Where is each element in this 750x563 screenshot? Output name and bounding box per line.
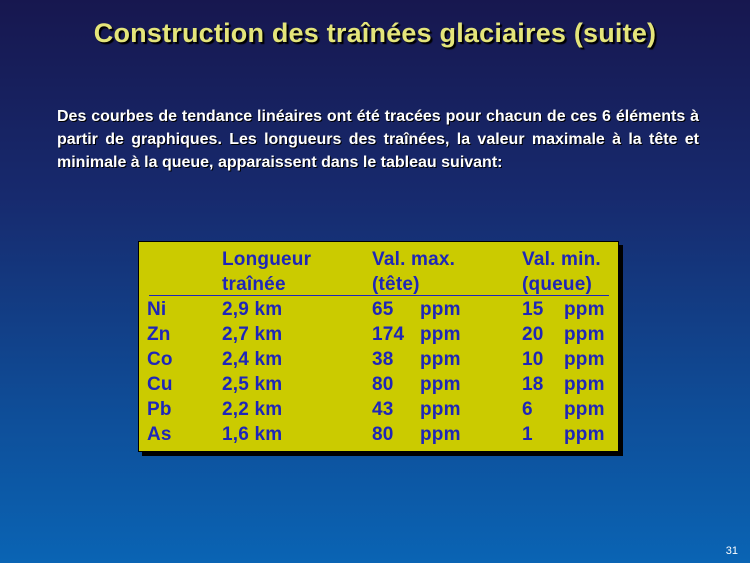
row-max-unit: ppm [420,349,461,370]
row-element: Zn [147,324,171,345]
header-max-sub: (tête) [372,274,420,295]
row-length: 2,9 km [222,299,283,320]
row-max-unit: ppm [420,374,461,395]
row-min-value: 20 [522,324,544,345]
row-min-unit: ppm [564,349,605,370]
row-max-value: 43 [372,399,394,420]
row-min-value: 18 [522,374,544,395]
row-min-unit: ppm [564,299,605,320]
row-length: 2,7 km [222,324,283,345]
row-max-unit: ppm [420,399,461,420]
row-element: Co [147,349,173,370]
row-max-unit: ppm [420,424,461,445]
header-min: Val. min. [522,249,601,270]
row-min-unit: ppm [564,324,605,345]
row-element: Ni [147,299,167,320]
row-min-value: 6 [522,399,533,420]
row-element: As [147,424,172,445]
row-min-unit: ppm [564,424,605,445]
row-min-value: 15 [522,299,544,320]
header-max: Val. max. [372,249,456,270]
row-max-value: 80 [372,374,394,395]
row-max-unit: ppm [420,324,461,345]
slide-body-text: Des courbes de tendance linéaires ont été tracées pour chacun de ces 6 éléments à partir de graphiques. Les longueurs des traînées, la valeur maximale à la tête et minimale à la queue, apparaissent dans le tableau suivant: [57,108,699,171]
header-length-sub: traînée [222,274,286,295]
row-length: 2,5 km [222,374,283,395]
row-min-value: 10 [522,349,544,370]
row-element: Cu [147,374,173,395]
row-min-unit: ppm [564,374,605,395]
slide-title: Construction des traînées glaciaires (suite) [93,18,657,48]
row-length: 1,6 km [222,424,283,445]
row-element: Pb [147,399,172,420]
row-length: 2,4 km [222,349,283,370]
header-length: Longueur [222,249,312,270]
data-table [138,241,619,452]
row-max-value: 80 [372,424,394,445]
row-min-value: 1 [522,424,533,445]
row-max-unit: ppm [420,299,461,320]
header-divider [149,295,609,296]
header-min-sub: (queue) [522,274,593,295]
row-max-value: 65 [372,299,394,320]
row-max-value: 174 [372,324,405,345]
row-max-value: 38 [372,349,394,370]
row-min-unit: ppm [564,399,605,420]
slide-number: 31 [725,545,738,557]
row-length: 2,2 km [222,399,283,420]
